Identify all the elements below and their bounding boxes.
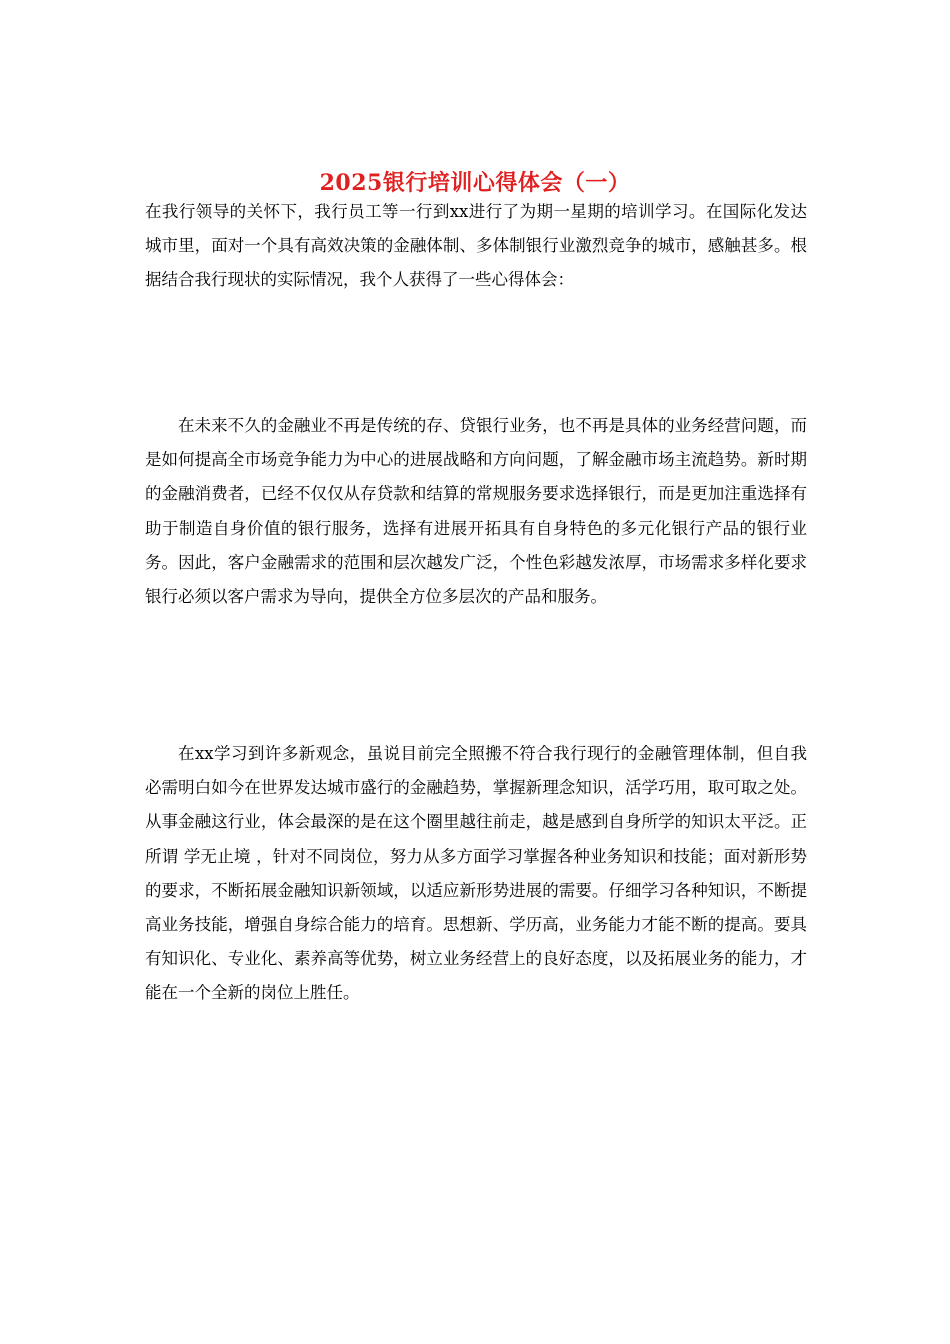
- document-title: 2025银行培训心得体会（一）: [319, 169, 631, 196]
- paragraph-financial-trends: 在未来不久的金融业不再是传统的存、贷银行业务，也不再是具体的业务经营问题，而是如何提高全市场竞争能力为中心的进展战略和方向问题，了解金融市场主流趋势。新时期的金融消费者，已经不仅仅从存贷款和结算的常规服务要求选择银行，而是更加注重选择有助于制造自身价值的银行服务，选择有进展开拓具有自身特色的多元化银行产品的银行业务。因此，客户金融需求的范围和层次越发广泛，个性色彩越发浓厚，市场需求多样化要求银行必须以客户需求为导向，提供全方位多层次的产品和服务。: [145, 416, 807, 607]
- paragraph-intro: 在我行领导的关怀下，我行员工等一行到xx进行了为期一星期的培训学习。在国际化发达城市里，面对一个具有高效决策的金融体制、多体制银行业激烈竞争的城市，感触甚多。根据结合我行现状的实际情况，我个人获得了一些心得体会：: [145, 202, 807, 290]
- paragraph-learning: 在xx学习到许多新观念，虽说目前完全照搬不符合我行现行的金融管理体制，但自我必需明白如今在世界发达城市盛行的金融趋势，掌握新理念知识，活学巧用，取可取之处。从事金融这行业，体会最深的是在这个圈里越往前走，越是感到自身所学的知识太平泛。正所谓 学无止境 ，针对不同岗位，努力从多方面学习掌握各种业务知识和技能；面对新形势的要求，不断拓展金融知识新领域，以适应新形势进展的需要。仔细学习各种知识，不断提高业务技能，增强自身综合能力的培育。思想新、学历高，业务能力才能不断的提高。要具有知识化、专业化、素养高等优势，树立业务经营上的良好态度，以及拓展业务的能力，才能在一个全新的岗位上胜任。: [145, 744, 807, 1003]
